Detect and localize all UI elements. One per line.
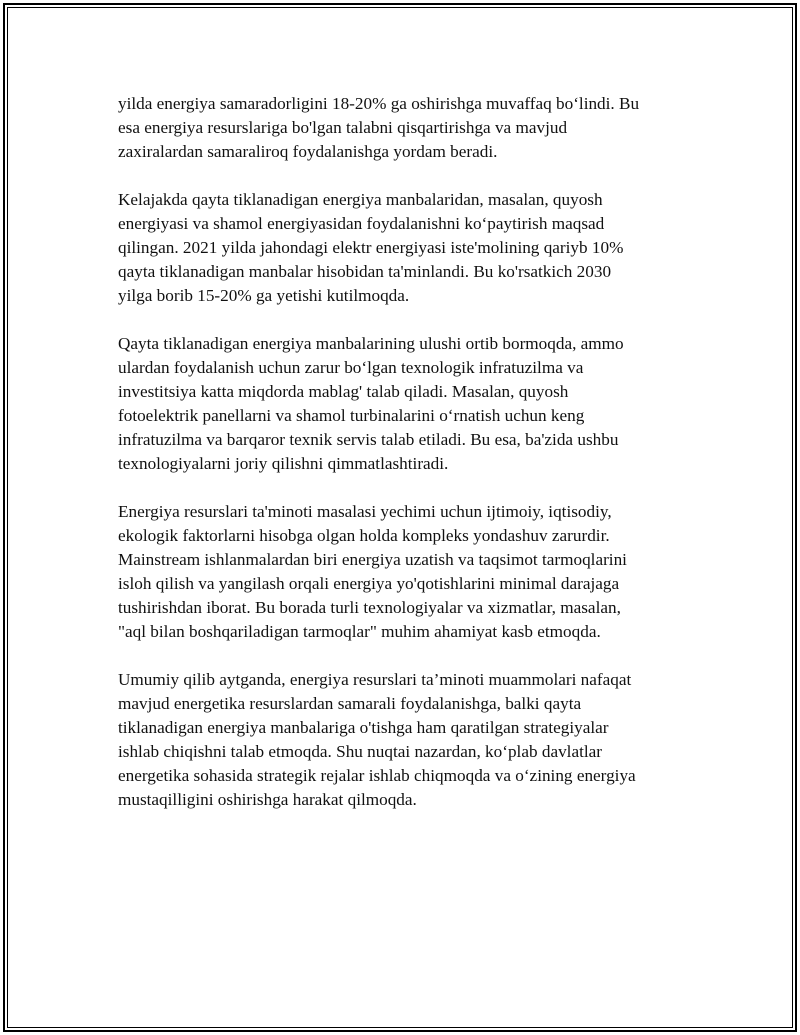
text-line: energiyasi va shamol energiyasidan foydalanishni ko‘paytirish maqsad — [118, 214, 605, 233]
text-line: texnologiyalarni joriy qilishni qimmatlashtiradi. — [118, 454, 449, 473]
text-line: Energiya resurslari ta'minoti masalasi yechimi uchun ijtimoiy, iqtisodiy, — [118, 502, 612, 521]
text-line: tiklanadigan energiya manbalariga o'tishga ham qaratilgan strategiyalar — [118, 718, 609, 737]
text-line: ishlab chiqishni talab etmoqda. Shu nuqtai nazardan, ko‘plab davlatlar — [118, 742, 602, 761]
text-line: Qayta tiklanadigan energiya manbalarining ulushi ortib bormoqda, ammo — [118, 334, 624, 353]
text-line: ulardan foydalanish uchun zarur bo‘lgan texnologik infratuzilma va — [118, 358, 584, 377]
paragraph — [118, 92, 690, 164]
paragraph — [118, 500, 690, 644]
text-line: fotoelektrik panellarni va shamol turbinalarini o‘rnatish uchun keng — [118, 406, 585, 425]
text-line: Kelajakda qayta tiklanadigan energiya manbalaridan, masalan, quyosh — [118, 190, 603, 209]
text-line: investitsiya katta miqdorda mablag' talab qiladi. Masalan, quyosh — [118, 382, 569, 401]
text-line: yilga borib 15-20% ga yetishi kutilmoqda. — [118, 286, 410, 305]
text-line: isloh qilish va yangilash orqali energiya yo'qotishlarini minimal darajaga — [118, 574, 620, 593]
text-line: infratuzilma va barqaror texnik servis talab etiladi. Bu esa, ba'zida ushbu — [118, 430, 619, 449]
paragraph — [118, 332, 690, 476]
text-line: tushirishdan iborat. Bu borada turli texnologiyalar va xizmatlar, masalan, — [118, 598, 621, 617]
text-line: qayta tiklanadigan manbalar hisobidan ta'minlandi. Bu ko'rsatkich 2030 — [118, 262, 612, 281]
text-line: yilda energiya samaradorligini 18-20% ga oshirishga muvaffaq bo‘lindi. Bu — [118, 94, 640, 113]
text-line: Mainstream ishlanmalardan biri energiya uzatish va taqsimot tarmoqlarini — [118, 550, 627, 569]
text-line: mustaqilligini oshirishga harakat qilmoqda. — [118, 790, 417, 809]
paragraph — [118, 188, 690, 308]
document-body — [118, 92, 690, 836]
text-line: mavjud energetika resurslardan samarali foydalanishga, balki qayta — [118, 694, 582, 713]
paragraph — [118, 668, 690, 812]
text-line: energetika sohasida strategik rejalar ishlab chiqmoqda va o‘zining energiya — [118, 766, 636, 785]
text-line: "aql bilan boshqariladigan tarmoqlar" muhim ahamiyat kasb etmoqda. — [118, 622, 601, 641]
text-line: qilingan. 2021 yilda jahondagi elektr energiyasi iste'molining qariyb 10% — [118, 238, 624, 257]
text-line: zaxiralardan samaraliroq foydalanishga yordam beradi. — [118, 142, 498, 161]
text-line: Umumiy qilib aytganda, energiya resurslari ta’minoti muammolari nafaqat — [118, 670, 632, 689]
text-line: esa energiya resurslariga bo'lgan talabni qisqartirishga va mavjud — [118, 118, 568, 137]
text-line: ekologik faktorlarni hisobga olgan holda kompleks yondashuv zarurdir. — [118, 526, 610, 545]
